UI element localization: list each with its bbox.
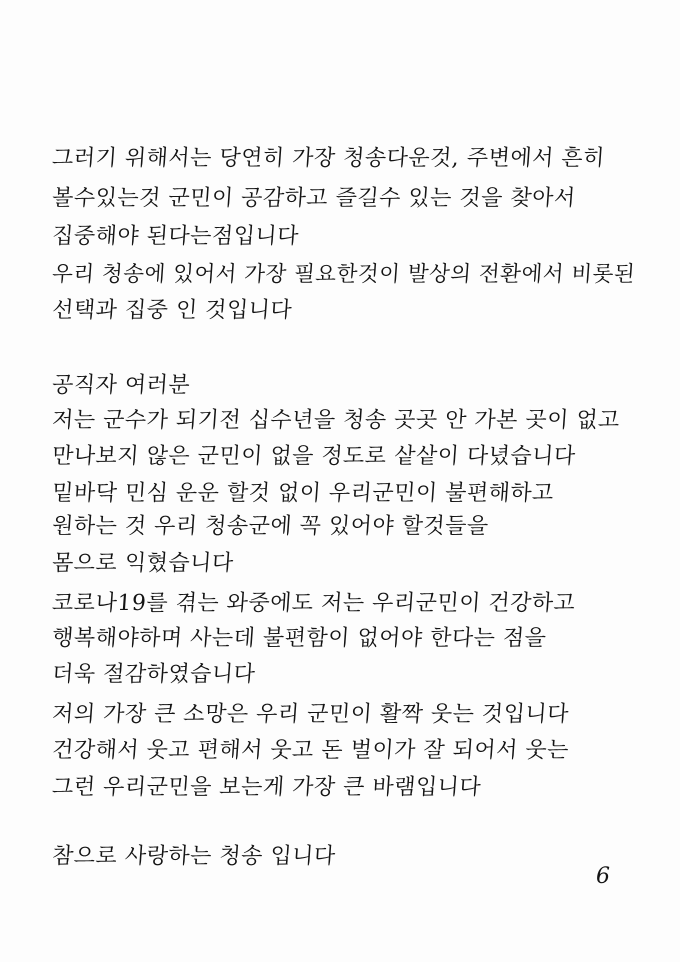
text-line: 더욱 절감하였습니다 xyxy=(51,662,257,687)
text-line: 밑바닥 민심 운운 할것 없이 우리군민이 불편해하고 xyxy=(51,481,555,506)
text-line: 건강해서 웃고 편해서 웃고 돈 벌이가 잘 되어서 웃는 xyxy=(51,738,570,763)
salutation-line: 공직자 여러분 xyxy=(51,373,191,398)
text-line: 만나보지 않은 군민이 없을 정도로 샅샅이 다녔습니다 xyxy=(51,444,577,469)
text-line: 코로나19를 겪는 와중에도 저는 우리군민이 건강하고 xyxy=(51,591,577,616)
text-line: 원하는 것 우리 청송군에 꼭 있어야 할것들을 xyxy=(51,514,490,539)
text-line: 볼수있는것 군민이 공감하고 즐길수 있는 것을 찾아서 xyxy=(51,186,577,211)
text-line: 그러기 위해서는 당연히 가장 청송다운것, 주변에서 흔히 xyxy=(51,146,606,171)
text-line: 행복해야하며 사는데 불편함이 없어야 한다는 점을 xyxy=(51,626,548,651)
text-line: 저는 군수가 되기전 십수년을 청송 곳곳 안 가본 곳이 없고 xyxy=(51,408,621,433)
closing-line: 참으로 사랑하는 청송 입니다 xyxy=(51,844,337,869)
text-line: 집중해야 된다는점입니다 xyxy=(51,224,300,249)
page-number: 6 xyxy=(596,864,610,889)
text-line: 저의 가장 큰 소망은 우리 군민이 활짝 웃는 것입니다 xyxy=(51,702,570,727)
text-line: 몸으로 익혔습니다 xyxy=(51,551,235,576)
text-line: 선택과 집중 인 것입니다 xyxy=(51,298,293,323)
text-line: 그런 우리군민을 보는게 가장 큰 바램입니다 xyxy=(51,775,482,800)
text-line: 우리 청송에 있어서 가장 필요한것이 발상의 전환에서 비롯된 xyxy=(51,262,636,287)
